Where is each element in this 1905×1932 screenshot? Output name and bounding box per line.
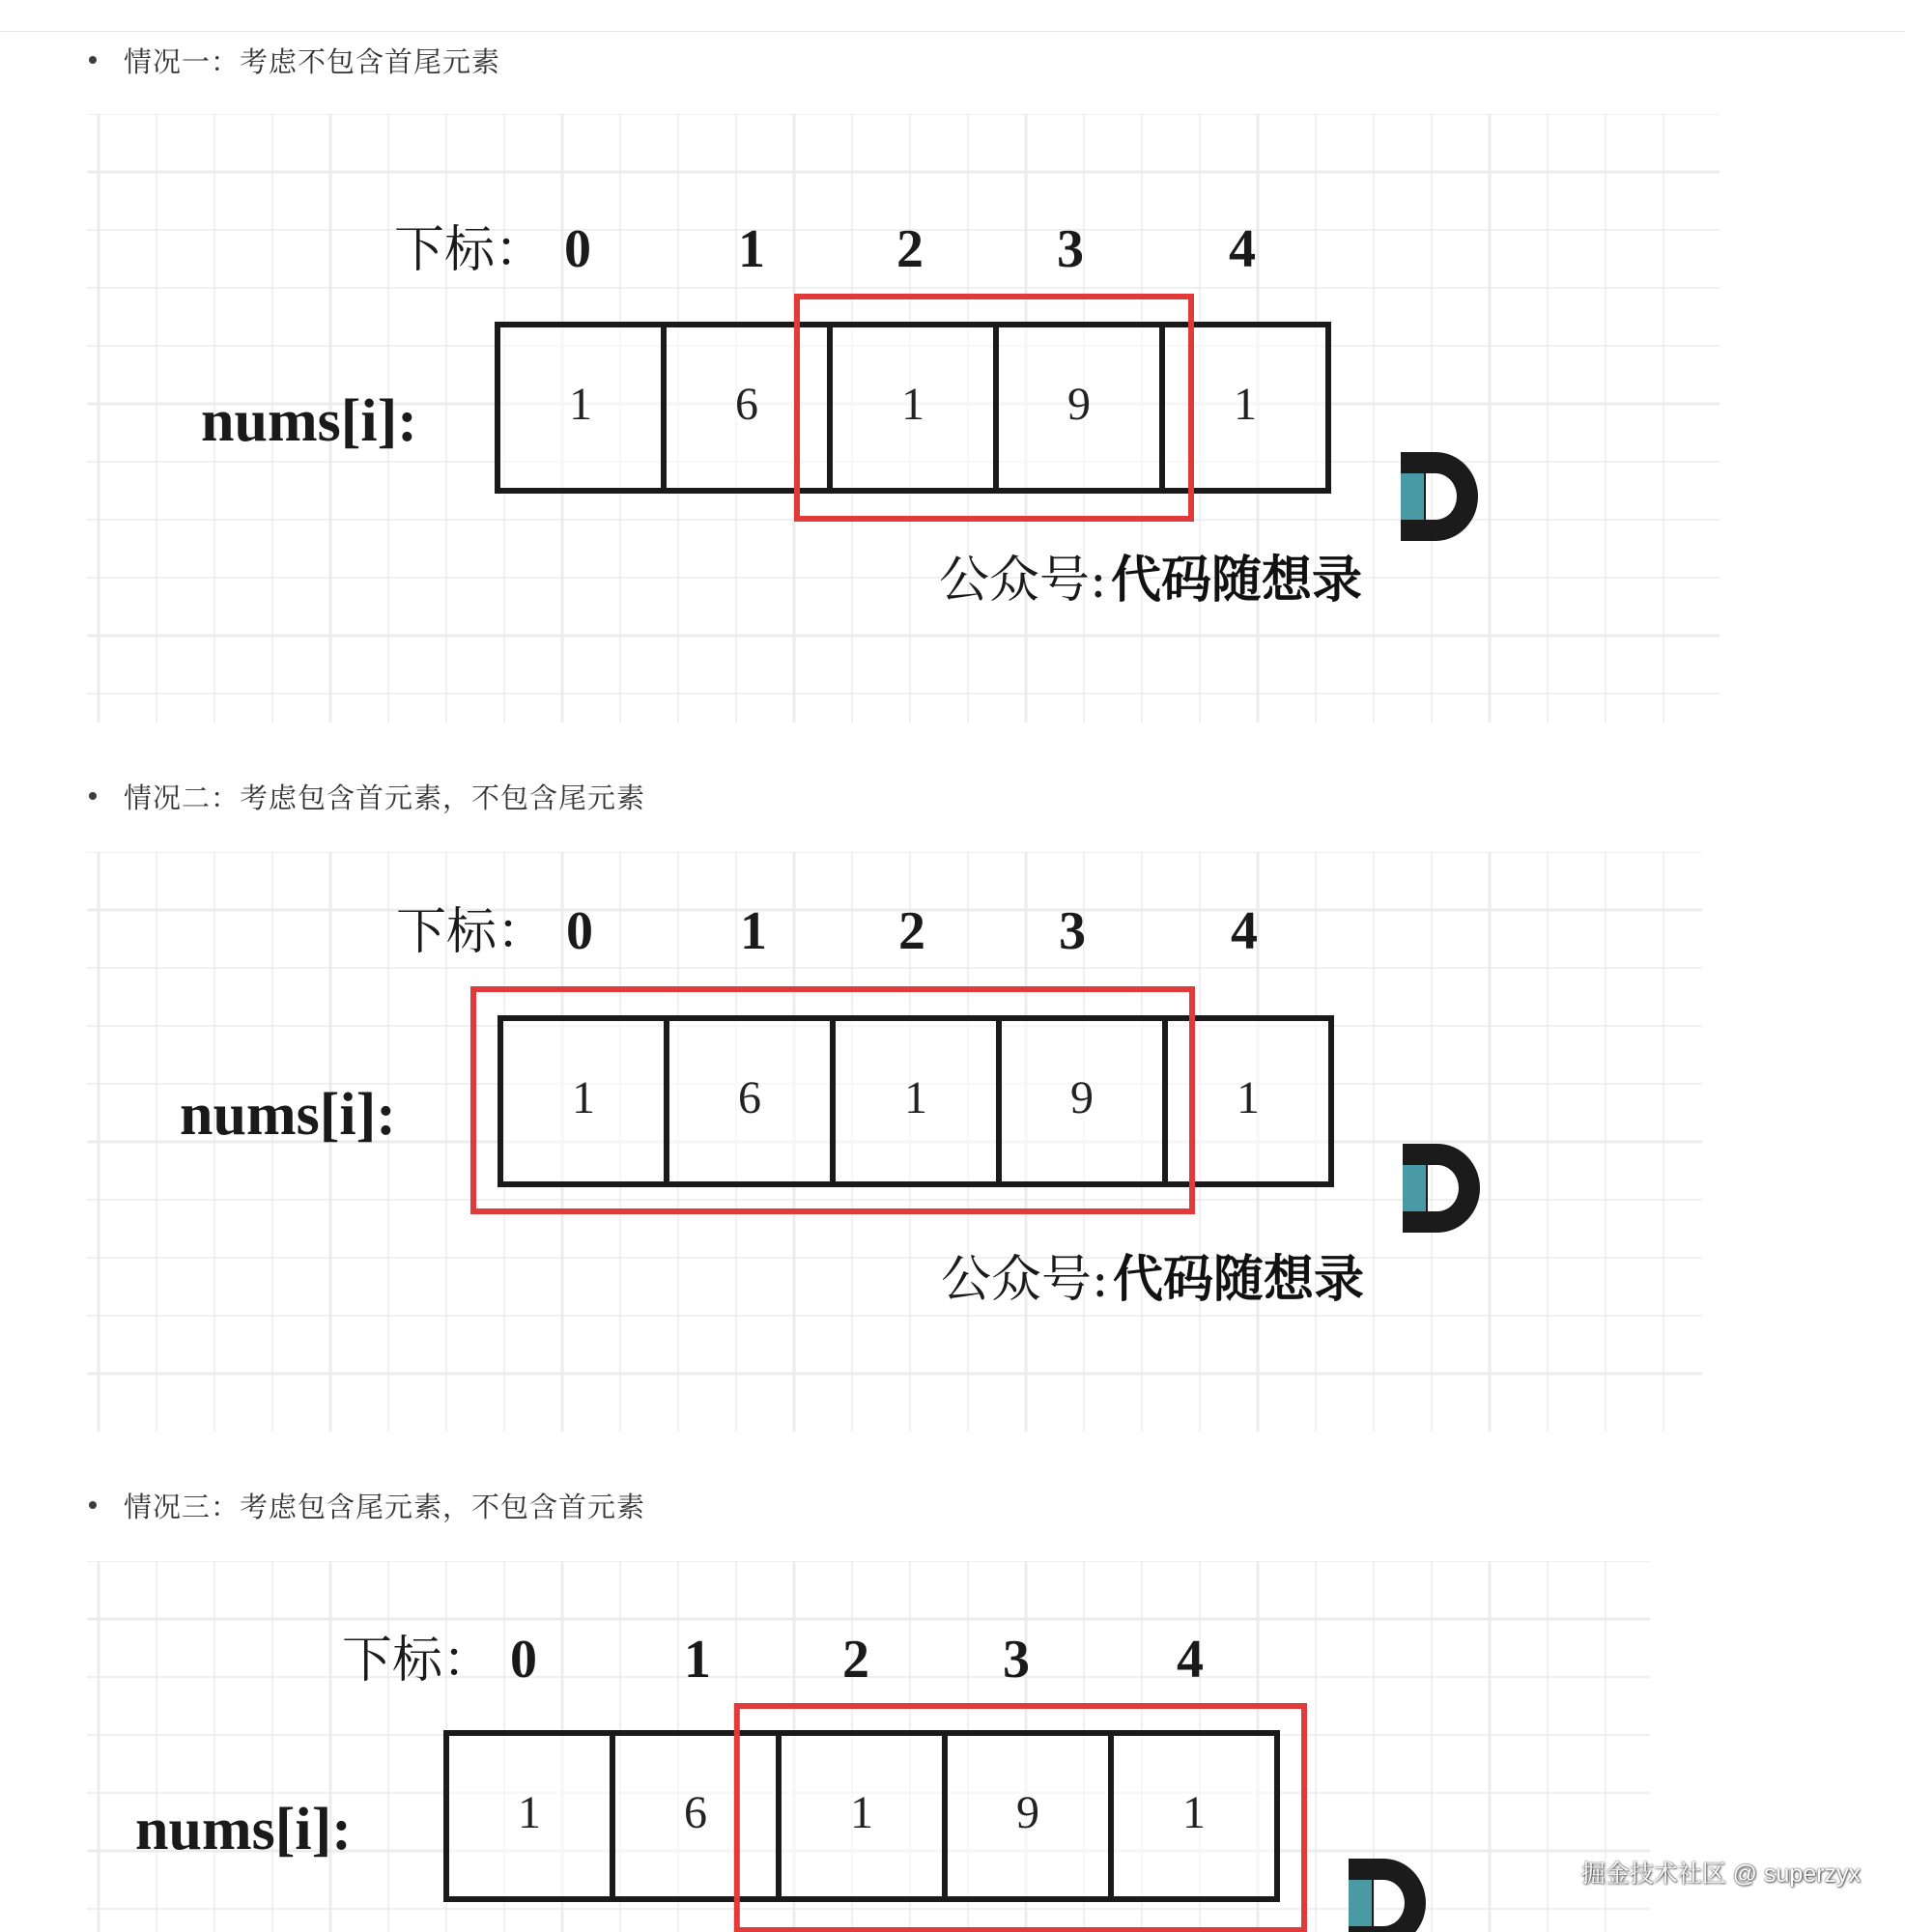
array-cells xyxy=(498,325,1328,491)
index-prefix: 下标： xyxy=(396,903,548,961)
cell-value: 1 xyxy=(572,1072,595,1123)
index-label: 3 xyxy=(1003,1630,1030,1690)
cell-value: 1 xyxy=(1182,1787,1206,1838)
logo-accent xyxy=(1401,473,1424,520)
index-label: 0 xyxy=(566,901,593,961)
index-label: 0 xyxy=(510,1630,537,1690)
bullet-dot xyxy=(89,1501,97,1509)
index-label: 3 xyxy=(1059,901,1086,961)
logo-icon xyxy=(1401,452,1478,541)
diagram-1-svg xyxy=(87,114,1720,723)
index-label: 4 xyxy=(1177,1630,1204,1690)
bullet-dot xyxy=(89,792,97,800)
diagram-1 xyxy=(87,114,1720,723)
cell-value: 1 xyxy=(1234,379,1257,430)
array-cells xyxy=(500,1018,1331,1184)
cell-value: 6 xyxy=(684,1787,707,1838)
bullet-dot xyxy=(89,56,97,64)
cell-value: 1 xyxy=(904,1072,927,1123)
index-label: 2 xyxy=(842,1630,869,1690)
section-1-bullet xyxy=(89,41,500,79)
logo-accent xyxy=(1403,1165,1426,1211)
watermark-prefix: 公众号: xyxy=(939,552,1107,610)
index-label: 1 xyxy=(738,219,765,279)
diagram-2-svg xyxy=(87,852,1702,1432)
diagram-2 xyxy=(87,852,1702,1432)
index-labels xyxy=(564,219,1256,279)
array-label: nums[i]: xyxy=(135,1797,352,1862)
logo-icon xyxy=(1403,1144,1480,1233)
section-3-text: 情况三：考虑包含尾元素，不包含首元素 xyxy=(124,1490,646,1523)
index-label: 1 xyxy=(740,901,767,961)
cell-value: 1 xyxy=(569,379,592,430)
index-labels xyxy=(510,1630,1204,1690)
index-label: 4 xyxy=(1229,219,1256,279)
cell-value: 1 xyxy=(850,1787,873,1838)
index-prefix: 下标： xyxy=(342,1632,494,1690)
array-label: nums[i]: xyxy=(180,1082,396,1148)
array-cells xyxy=(446,1733,1277,1899)
index-label: 3 xyxy=(1057,219,1084,279)
site-watermark: 掘金技术社区 @ superzyx xyxy=(1580,1861,1861,1888)
cell-value: 6 xyxy=(738,1072,761,1123)
section-1-text: 情况一：考虑不包含首尾元素 xyxy=(124,44,501,78)
watermark-name: 代码随想录 xyxy=(1113,1250,1365,1309)
cell-value: 9 xyxy=(1016,1787,1039,1838)
cell-value: 9 xyxy=(1067,379,1091,430)
index-label: 1 xyxy=(684,1630,711,1690)
cell-value: 1 xyxy=(518,1787,541,1838)
diagram-3-svg xyxy=(87,1561,1650,1932)
section-3-bullet xyxy=(89,1486,645,1524)
cell-value: 1 xyxy=(1237,1072,1260,1123)
index-label: 2 xyxy=(898,901,925,961)
section-2-bullet xyxy=(89,777,645,815)
diagram-3 xyxy=(87,1561,1650,1932)
index-label: 0 xyxy=(564,219,591,279)
logo-accent xyxy=(1349,1880,1372,1926)
section-2-text: 情况二：考虑包含首元素，不包含尾元素 xyxy=(124,781,646,814)
index-prefix: 下标： xyxy=(394,221,546,279)
index-label: 4 xyxy=(1231,901,1258,961)
array-label: nums[i]: xyxy=(201,388,417,454)
cell-value: 1 xyxy=(901,379,924,430)
top-divider xyxy=(0,31,1905,32)
watermark-prefix: 公众号: xyxy=(941,1251,1109,1309)
cell-value: 6 xyxy=(735,379,758,430)
logo-icon xyxy=(1349,1859,1426,1932)
watermark-name: 代码随想录 xyxy=(1111,551,1363,610)
cell-value: 9 xyxy=(1070,1072,1094,1123)
index-label: 2 xyxy=(896,219,924,279)
